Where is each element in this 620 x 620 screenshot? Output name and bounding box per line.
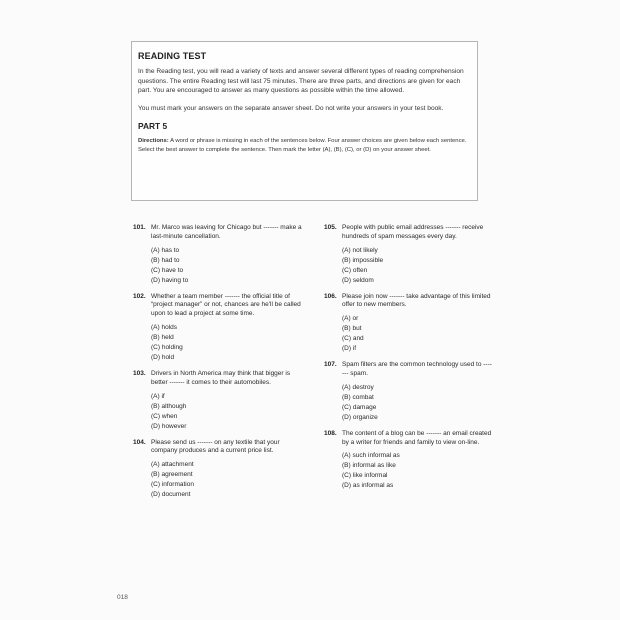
answer-option: (B) agreement: [151, 471, 193, 479]
question-item: [324, 293, 494, 355]
answer-option: (B) informal as like: [342, 462, 396, 470]
question-text: Please join now ------- take advantage of this limited offer to new members.: [342, 292, 491, 309]
question-item: [324, 430, 494, 492]
question-text: People with public email addresses ------- receive hundreds of spam messages every day.: [342, 224, 484, 240]
directions-paragraph: [138, 137, 470, 154]
page-number: 018: [117, 594, 128, 601]
question-text: Whether a team member ------- the official title of “project manager” or not, chances are he'll be called upon to lead a project at some time.: [151, 292, 301, 318]
directions-label: Directions:: [138, 138, 169, 145]
answer-option: (A) if: [151, 392, 165, 400]
question-text: Spam filters are the common technology used to ------- spam.: [342, 361, 492, 377]
answer-option: (A) destroy: [342, 383, 374, 391]
question-item: [133, 439, 303, 501]
answer-options: [342, 246, 494, 286]
question-number: 105.: [324, 224, 337, 231]
answer-option: (A) attachment: [151, 461, 194, 469]
answer-option: (D) seldom: [342, 276, 374, 284]
answer-option: (D) if: [342, 345, 357, 353]
answer-option: (C) holding: [151, 343, 183, 351]
answer-option: (C) have to: [151, 266, 184, 274]
question-item: [133, 293, 303, 363]
reading-test-instructions-box: [131, 41, 478, 201]
answer-option: (B) but: [342, 325, 362, 333]
answer-option: (C) information: [151, 481, 194, 489]
answer-option: (B) combat: [342, 393, 374, 401]
question-text: Drivers in North America may think that bigger is better ------- it comes to their automobiles.: [151, 369, 291, 386]
questions-right-column: [324, 224, 494, 498]
directions-text: A word or phrase is missing in each of the sentences below. Four answer choices are given below each sentence. Select the best answer to complete the sentence. Then mark the letter (A), (B), (C), or (D) on your answer sheet.: [138, 138, 467, 153]
question-text: Please send us ------- on any textile that your company produces and a current price list.: [151, 438, 280, 455]
answer-option: (B) held: [151, 333, 174, 341]
answer-option: (B) had to: [151, 256, 180, 264]
question-item: [133, 224, 303, 286]
answer-option: (A) or: [342, 315, 359, 323]
question-item: [133, 370, 303, 432]
answer-options: [151, 392, 303, 432]
answer-option: (C) like informal: [342, 472, 388, 480]
question-number: 104.: [133, 438, 146, 446]
answer-option: (B) although: [151, 402, 187, 410]
part-title: PART 5: [138, 121, 168, 132]
answer-options: [151, 323, 303, 363]
answer-option: (A) such informal as: [342, 452, 400, 460]
question-text: The content of a blog can be ------- an email created by a writer for friends and family to view on-line.: [342, 429, 492, 446]
answer-option: (D) as informal as: [342, 482, 394, 490]
intro-paragraph-2: You must mark your answers on the separate answer sheet. Do not write your answers in your test book.: [138, 104, 444, 112]
answer-option: (C) and: [342, 335, 364, 343]
question-number: 102.: [133, 292, 146, 300]
answer-options: [342, 383, 494, 423]
question-number: 108.: [324, 429, 337, 437]
answer-option: (A) not likely: [342, 246, 378, 254]
answer-option: (D) hold: [151, 353, 175, 361]
answer-option: (C) often: [342, 266, 368, 274]
question-number: 106.: [324, 292, 337, 300]
answer-option: (A) holds: [151, 323, 178, 331]
question-number: 103.: [133, 369, 146, 377]
answer-option: (C) when: [151, 412, 178, 420]
answer-options: [151, 460, 303, 500]
answer-options: [342, 451, 494, 491]
answer-option: (D) organize: [342, 413, 378, 421]
answer-option: (D) having to: [151, 276, 189, 284]
answer-option: (D) document: [151, 491, 191, 499]
answer-options: [342, 314, 494, 354]
question-number: 101.: [133, 224, 146, 231]
section-title: READING TEST: [138, 51, 207, 61]
intro-paragraph-1: In the Reading test, you will read a variety of texts and answer several different types of reading comprehension questions. The entire Reading test will last 75 minutes. There are three parts, and directions are given for each part. You are encouraged to answer as many questions as possible within the time allowed.: [138, 68, 464, 95]
questions-left-column: [133, 224, 303, 507]
answer-option: (A) has to: [151, 246, 180, 254]
answer-option: (B) impossible: [342, 256, 384, 264]
question-text: Mr. Marco was leaving for Chicago but ------- make a last-minute cancellation.: [151, 224, 302, 240]
answer-option: (C) damage: [342, 403, 377, 411]
question-item: [324, 361, 494, 423]
answer-option: (D) however: [151, 422, 187, 430]
answer-options: [151, 246, 303, 286]
question-item: [324, 224, 494, 286]
question-number: 107.: [324, 361, 337, 369]
